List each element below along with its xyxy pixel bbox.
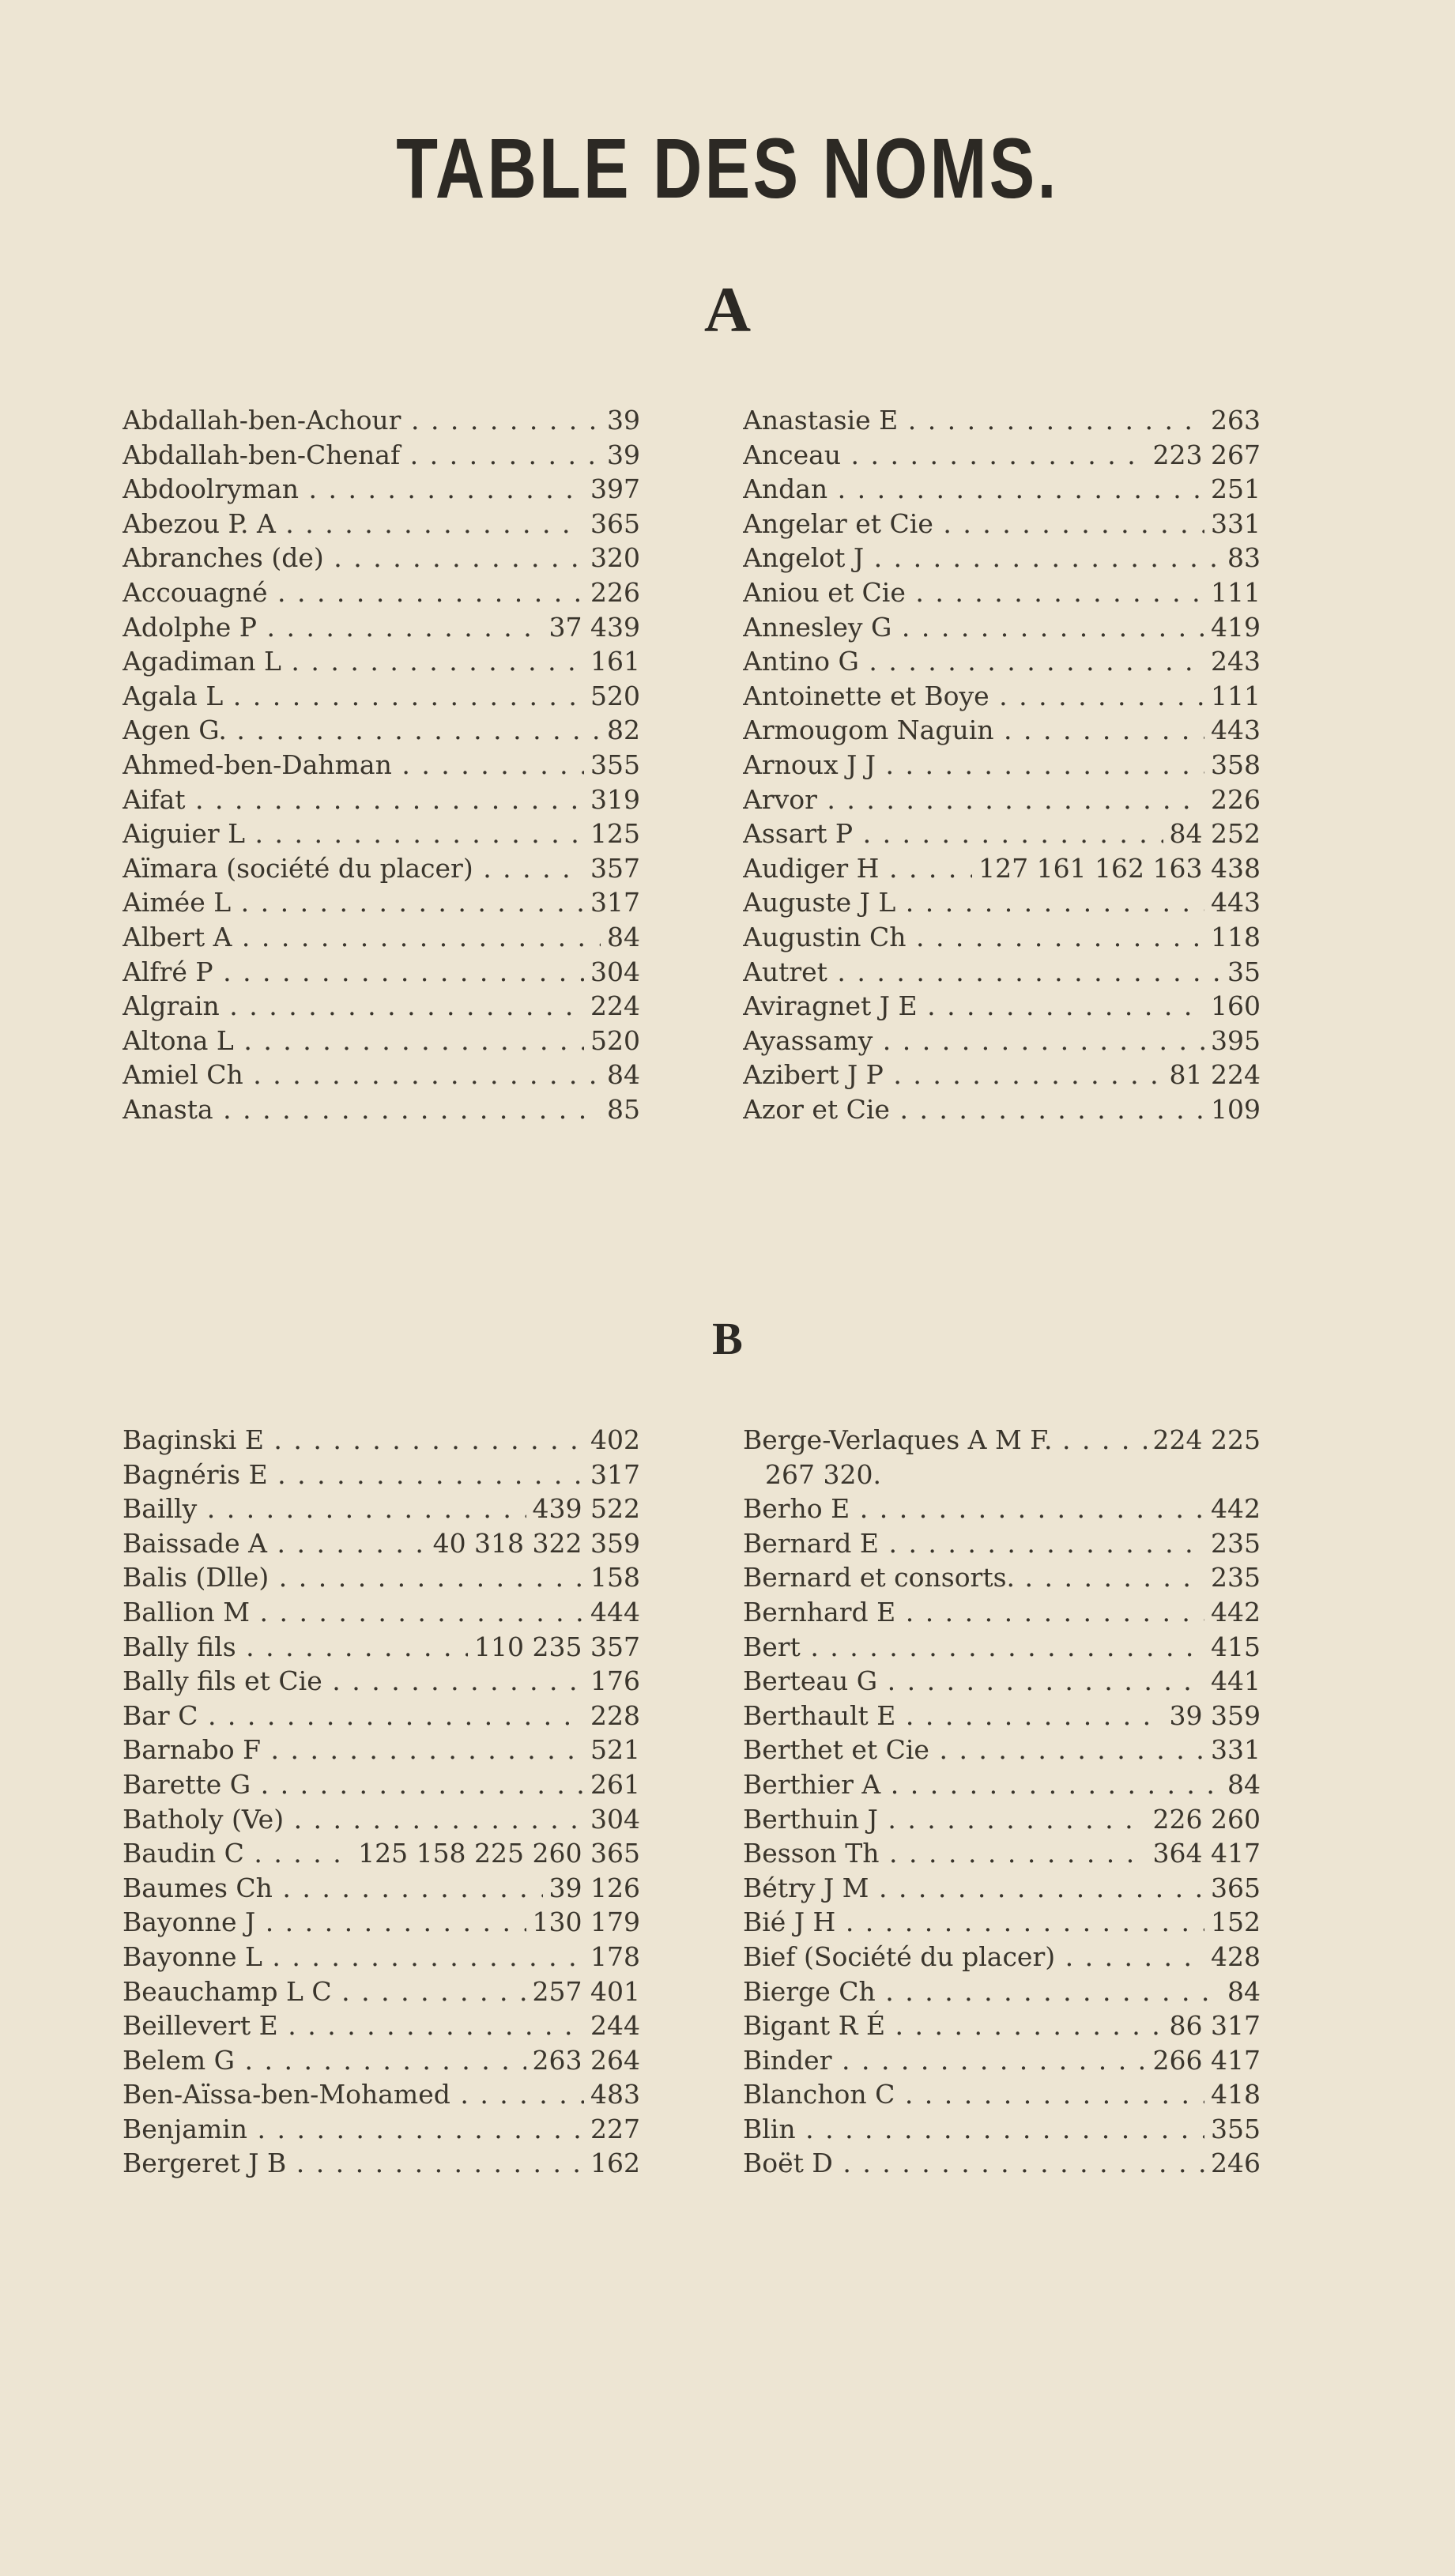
index-entry <box>743 610 1261 645</box>
section-b-left-column <box>123 1423 640 2181</box>
entry-pages: 246 <box>1204 2146 1261 2181</box>
entry-name: Audiger H . . . <box>743 851 972 886</box>
index-entry <box>743 472 1261 507</box>
entry-pages: 415 <box>1204 1630 1261 1665</box>
index-entry <box>123 2077 640 2112</box>
entry-pages: 82 <box>601 713 640 748</box>
entry-name: Abdallah-ben-Achour . . . <box>123 403 601 438</box>
entry-name: Abezou P. A . . . <box>123 507 584 541</box>
entry-pages: 162 <box>584 2146 640 2181</box>
entry-name: Bief (Société du placer) . . . <box>743 1940 1204 1974</box>
entry-name: Boët D . . . <box>743 2146 1204 2181</box>
index-entry <box>123 989 640 1024</box>
index-entry <box>743 438 1261 473</box>
index-entry <box>743 1664 1261 1699</box>
entry-name: Ayassamy . . . <box>743 1024 1204 1058</box>
entry-name: Beillevert E . . . <box>123 2008 584 2043</box>
index-entry <box>123 955 640 990</box>
entry-name: Annesley G . . . <box>743 610 1204 645</box>
entry-name: Blin . . . <box>743 2112 1204 2147</box>
section-letter-b: B <box>712 1313 743 1364</box>
entry-pages: 39 126 <box>543 1871 640 1906</box>
index-entry <box>123 1560 640 1595</box>
entry-name: Azor et Cie . . . <box>743 1092 1204 1127</box>
entry-pages: 441 <box>1204 1664 1261 1699</box>
entry-pages: 83 <box>1221 541 1261 575</box>
index-entry <box>123 575 640 610</box>
entry-name: Armougom Naguin . . . <box>743 713 1204 748</box>
entry-pages: 442 <box>1204 1595 1261 1630</box>
entry-name: Aiguier L . . . <box>123 817 584 851</box>
entry-name: Bétry J M . . . <box>743 1871 1204 1906</box>
index-entry <box>743 1630 1261 1665</box>
entry-pages: 320 <box>584 541 640 575</box>
entry-pages: 520 <box>584 1024 640 1058</box>
entry-name: Benjamin . . . <box>123 2112 584 2147</box>
entry-name: Ballion M . . . <box>123 1595 584 1630</box>
entry-pages: 358 <box>1204 748 1261 783</box>
index-entry <box>123 885 640 920</box>
index-entry <box>743 1423 1261 1458</box>
index-entry <box>743 2077 1261 2112</box>
entry-pages: 109 <box>1204 1092 1261 1127</box>
index-entry <box>743 885 1261 920</box>
entry-pages: 125 <box>584 817 640 851</box>
entry-pages: 111 <box>1204 679 1261 714</box>
entry-pages: 223 267 <box>1147 438 1261 473</box>
section-a-right-column <box>743 403 1261 1126</box>
entry-pages: 263 264 <box>526 2043 640 2078</box>
entry-pages: 35 <box>1221 955 1261 990</box>
entry-pages: 84 <box>601 920 640 955</box>
index-entry <box>743 1024 1261 1058</box>
entry-name: Bigant R É . . . <box>743 2008 1163 2043</box>
entry-name: Angelar et Cie . . . <box>743 507 1204 541</box>
index-entry <box>123 1092 640 1127</box>
entry-pages: 85 <box>601 1092 640 1127</box>
entry-name: Bierge Ch . . . <box>743 1974 1221 2009</box>
entry-pages: 228 <box>584 1699 640 1733</box>
index-entry <box>123 1492 640 1526</box>
entry-pages: 39 <box>601 403 640 438</box>
entry-pages: 355 <box>1204 2112 1261 2147</box>
entry-pages: 261 <box>584 1767 640 1802</box>
index-entry <box>743 1058 1261 1092</box>
entry-name: Berthier A . . . <box>743 1767 1221 1802</box>
index-entry <box>123 2112 640 2147</box>
entry-pages: 152 <box>1204 1905 1261 1940</box>
entry-name: Aïmara (société du placer) . . . <box>123 851 584 886</box>
entry-name: Agala L . . . <box>123 679 584 714</box>
entry-pages: 176 <box>584 1664 640 1699</box>
entry-pages: 84 <box>601 1058 640 1092</box>
index-entry <box>743 851 1261 886</box>
entry-pages: 40 318 322 359 <box>427 1526 640 1561</box>
entry-name: Adolphe P . . . <box>123 610 543 645</box>
entry-pages: 395 <box>1204 1024 1261 1058</box>
entry-pages: 319 <box>584 783 640 817</box>
index-entry <box>743 2112 1261 2147</box>
entry-name: Bagnéris E . . . <box>123 1458 584 1492</box>
entry-pages: 317 <box>584 885 640 920</box>
entry-pages: 251 <box>1204 472 1261 507</box>
index-entry <box>123 920 640 955</box>
index-entry <box>123 541 640 575</box>
entry-name: Baissade A . . . <box>123 1526 427 1561</box>
entry-name: Bernard et consorts. . . . <box>743 1560 1204 1595</box>
entry-pages: 118 <box>1204 920 1261 955</box>
index-entry <box>123 1802 640 1837</box>
entry-name: Aniou et Cie . . . <box>743 575 1204 610</box>
entry-name: Baumes Ch . . . <box>123 1871 543 1906</box>
entry-pages: 520 <box>584 679 640 714</box>
index-entry <box>743 1092 1261 1127</box>
index-entry <box>743 955 1261 990</box>
entry-name: Bayonne J . . . <box>123 1905 526 1940</box>
entry-pages: 84 <box>1221 1767 1261 1802</box>
entry-name: Berho E . . . <box>743 1492 1204 1526</box>
entry-pages: 125 158 225 260 365 <box>352 1836 640 1871</box>
entry-name: Antino G . . . <box>743 644 1204 679</box>
entry-pages: 442 <box>1204 1492 1261 1526</box>
entry-pages: 244 <box>584 2008 640 2043</box>
index-entry <box>743 713 1261 748</box>
entry-pages: 357 <box>584 851 640 886</box>
entry-pages: 111 <box>1204 575 1261 610</box>
index-entry <box>123 507 640 541</box>
entry-pages: 304 <box>584 1802 640 1837</box>
entry-name: Angelot J . . . <box>743 541 1221 575</box>
entry-pages: 158 <box>584 1560 640 1595</box>
entry-name: Bailly . . . <box>123 1492 526 1526</box>
index-entry <box>123 1699 640 1733</box>
entry-pages: 227 <box>584 2112 640 2147</box>
index-entry <box>123 1024 640 1058</box>
entry-name: Antoinette et Boye . . . <box>743 679 1204 714</box>
entry-pages: 160 <box>1204 989 1261 1024</box>
index-entry <box>123 851 640 886</box>
entry-pages: 419 <box>1204 610 1261 645</box>
entry-pages: 235 <box>1204 1526 1261 1561</box>
index-entry <box>123 2043 640 2078</box>
entry-pages: 39 359 <box>1163 1699 1261 1733</box>
entry-name: Baudin C . . . <box>123 1836 352 1871</box>
index-entry <box>743 403 1261 438</box>
index-entry <box>123 1733 640 1767</box>
entry-name: Aviragnet J E . . . <box>743 989 1204 1024</box>
entry-name: Ben-Aïssa-ben-Mohamed . . . <box>123 2077 584 2112</box>
entry-pages: 37 439 <box>543 610 640 645</box>
index-entry <box>743 507 1261 541</box>
index-entry <box>743 541 1261 575</box>
entry-name: Abdoolryman . . . <box>123 472 584 507</box>
entry-name: Blanchon C . . . <box>743 2077 1204 2112</box>
index-entry <box>123 472 640 507</box>
entry-name: Barnabo F . . . <box>123 1733 584 1767</box>
index-entry-continuation: 267 320. <box>765 1458 881 1490</box>
index-entry <box>123 1940 640 1974</box>
index-entry <box>743 1767 1261 1802</box>
index-entry <box>743 679 1261 714</box>
index-entry <box>123 783 640 817</box>
entry-name: Augustin Ch . . . <box>743 920 1204 955</box>
entry-name: Balis (Dlle) . . . <box>123 1560 584 1595</box>
index-entry <box>123 1630 640 1665</box>
entry-pages: 86 317 <box>1163 2008 1261 2043</box>
entry-pages: 364 417 <box>1147 1836 1261 1871</box>
entry-name: Berthet et Cie . . . <box>743 1733 1204 1767</box>
entry-pages: 304 <box>584 955 640 990</box>
entry-name: Aimée L . . . <box>123 885 584 920</box>
index-entry <box>743 1871 1261 1906</box>
entry-pages: 418 <box>1204 2077 1261 2112</box>
index-entry <box>743 644 1261 679</box>
entry-pages: 161 <box>584 644 640 679</box>
entry-pages: 39 <box>601 438 640 473</box>
index-entry <box>123 1871 640 1906</box>
entry-name: Batholy (Ve) . . . <box>123 1802 584 1837</box>
entry-name: Aifat . . . <box>123 783 584 817</box>
index-entry <box>123 1526 640 1561</box>
entry-pages: 331 <box>1204 507 1261 541</box>
entry-name: Alfré P . . . <box>123 955 584 990</box>
index-entry <box>123 679 640 714</box>
entry-pages: 397 <box>584 472 640 507</box>
entry-pages: 355 <box>584 748 640 783</box>
index-entry <box>743 1802 1261 1837</box>
entry-pages: 226 <box>584 575 640 610</box>
index-entry <box>123 1595 640 1630</box>
entry-name: Azibert J P . . . <box>743 1058 1163 1092</box>
entry-name: Arvor . . . <box>743 783 1204 817</box>
index-entry <box>743 748 1261 783</box>
entry-pages: 428 <box>1204 1940 1261 1974</box>
entry-name: Bert . . . <box>743 1630 1204 1665</box>
entry-name: Berteau G . . . <box>743 1664 1204 1699</box>
entry-pages: 81 224 <box>1163 1058 1261 1092</box>
entry-pages: 317 <box>584 1458 640 1492</box>
entry-name: Assart P . . . <box>743 817 1163 851</box>
entry-name: Bernard E . . . <box>743 1526 1204 1561</box>
index-entry <box>123 1974 640 2009</box>
entry-name: Bergeret J B . . . <box>123 2146 584 2181</box>
entry-pages: 84 252 <box>1163 817 1261 851</box>
entry-pages: 226 260 <box>1147 1802 1261 1837</box>
entry-name: Binder . . . <box>743 2043 1147 2078</box>
entry-pages: 266 417 <box>1147 2043 1261 2078</box>
entry-name: Barette G . . . <box>123 1767 584 1802</box>
index-entry <box>123 1664 640 1699</box>
index-entry <box>123 1836 640 1871</box>
entry-name: Anastasie E . . . <box>743 403 1204 438</box>
entry-pages: 263 <box>1204 403 1261 438</box>
entry-name: Anceau . . . <box>743 438 1147 473</box>
index-entry <box>743 1699 1261 1733</box>
entry-pages: 84 <box>1221 1974 1261 2009</box>
index-entry <box>123 748 640 783</box>
entry-name: Abranches (de) . . . <box>123 541 584 575</box>
entry-name: Bayonne L . . . <box>123 1940 584 1974</box>
entry-name: Berge-Verlaques A M F. . . . <box>743 1423 1147 1458</box>
index-entry <box>123 713 640 748</box>
entry-pages: 439 522 <box>526 1492 640 1526</box>
index-entry <box>123 438 640 473</box>
entry-pages: 224 225 <box>1147 1423 1261 1458</box>
entry-name: Beauchamp L C . . . <box>123 1974 526 2009</box>
entry-name: Altona L . . . <box>123 1024 584 1058</box>
entry-pages: 243 <box>1204 644 1261 679</box>
entry-pages: 130 179 <box>526 1905 640 1940</box>
index-entry <box>743 1733 1261 1767</box>
section-letter-a: A <box>703 273 752 345</box>
entry-name: Bernhard E . . . <box>743 1595 1204 1630</box>
entry-name: Berthault E . . . <box>743 1699 1163 1733</box>
index-entry <box>123 2146 640 2181</box>
section-b-right-column <box>743 1423 1261 2181</box>
entry-name: Accouagné . . . <box>123 575 584 610</box>
index-entry <box>123 403 640 438</box>
index-entry <box>743 1836 1261 1871</box>
entry-pages: 178 <box>584 1940 640 1974</box>
index-entry <box>743 783 1261 817</box>
entry-name: Arnoux J J . . . <box>743 748 1204 783</box>
entry-pages: 521 <box>584 1733 640 1767</box>
entry-name: Agadiman L . . . <box>123 644 584 679</box>
entry-name: Andan . . . <box>743 472 1204 507</box>
entry-name: Berthuin J . . . <box>743 1802 1147 1837</box>
entry-name: Autret . . . <box>743 955 1221 990</box>
index-entry <box>743 989 1261 1024</box>
entry-name: Albert A . . . <box>123 920 601 955</box>
entry-pages: 110 235 357 <box>468 1630 640 1665</box>
entry-pages: 365 <box>1204 1871 1261 1906</box>
entry-pages: 444 <box>584 1595 640 1630</box>
page-title: TABLE DES NOMS. <box>396 120 1059 216</box>
entry-name: Agen G. . . . <box>123 713 601 748</box>
index-entry <box>123 1767 640 1802</box>
index-entry <box>743 1940 1261 1974</box>
entry-pages: 127 161 162 163 438 <box>972 851 1261 886</box>
entry-pages: 483 <box>584 2077 640 2112</box>
index-entry <box>743 1974 1261 2009</box>
entry-name: Belem G . . . <box>123 2043 526 2078</box>
index-entry <box>743 1560 1261 1595</box>
index-entry <box>743 817 1261 851</box>
entry-name: Bar C . . . <box>123 1699 584 1733</box>
index-entry <box>743 1905 1261 1940</box>
index-entry <box>743 1526 1261 1561</box>
entry-name: Ahmed-ben-Dahman . . . <box>123 748 584 783</box>
entry-name: Anasta . . . <box>123 1092 601 1127</box>
index-entry <box>743 920 1261 955</box>
index-entry <box>123 2008 640 2043</box>
index-entry <box>123 1458 640 1492</box>
entry-pages: 365 <box>584 507 640 541</box>
index-entry <box>123 1905 640 1940</box>
entry-pages: 224 <box>584 989 640 1024</box>
entry-pages: 443 <box>1204 885 1261 920</box>
entry-name: Baginski E . . . <box>123 1423 584 1458</box>
index-entry <box>743 1595 1261 1630</box>
index-entry <box>743 575 1261 610</box>
index-entry <box>743 1492 1261 1526</box>
entry-name: Auguste J L . . . <box>743 885 1204 920</box>
entry-name: Bally fils . . . <box>123 1630 468 1665</box>
entry-pages: 257 401 <box>526 1974 640 2009</box>
entry-pages: 443 <box>1204 713 1261 748</box>
entry-name: Bié J H . . . <box>743 1905 1204 1940</box>
entry-name: Besson Th . . . <box>743 1836 1147 1871</box>
index-entry <box>743 2008 1261 2043</box>
entry-name: Amiel Ch . . . <box>123 1058 601 1092</box>
entry-pages: 331 <box>1204 1733 1261 1767</box>
index-entry <box>743 2146 1261 2181</box>
entry-name: Bally fils et Cie . . . <box>123 1664 584 1699</box>
index-entry <box>123 644 640 679</box>
entry-pages: 226 <box>1204 783 1261 817</box>
entry-name: Abdallah-ben-Chenaf . . . <box>123 438 601 473</box>
index-entry <box>123 610 640 645</box>
index-entry <box>123 817 640 851</box>
entry-name: Algrain . . . <box>123 989 584 1024</box>
index-entry <box>123 1058 640 1092</box>
index-entry <box>123 1423 640 1458</box>
index-entry <box>743 2043 1261 2078</box>
section-a-left-column <box>123 403 640 1126</box>
entry-pages: 402 <box>584 1423 640 1458</box>
entry-pages: 235 <box>1204 1560 1261 1595</box>
